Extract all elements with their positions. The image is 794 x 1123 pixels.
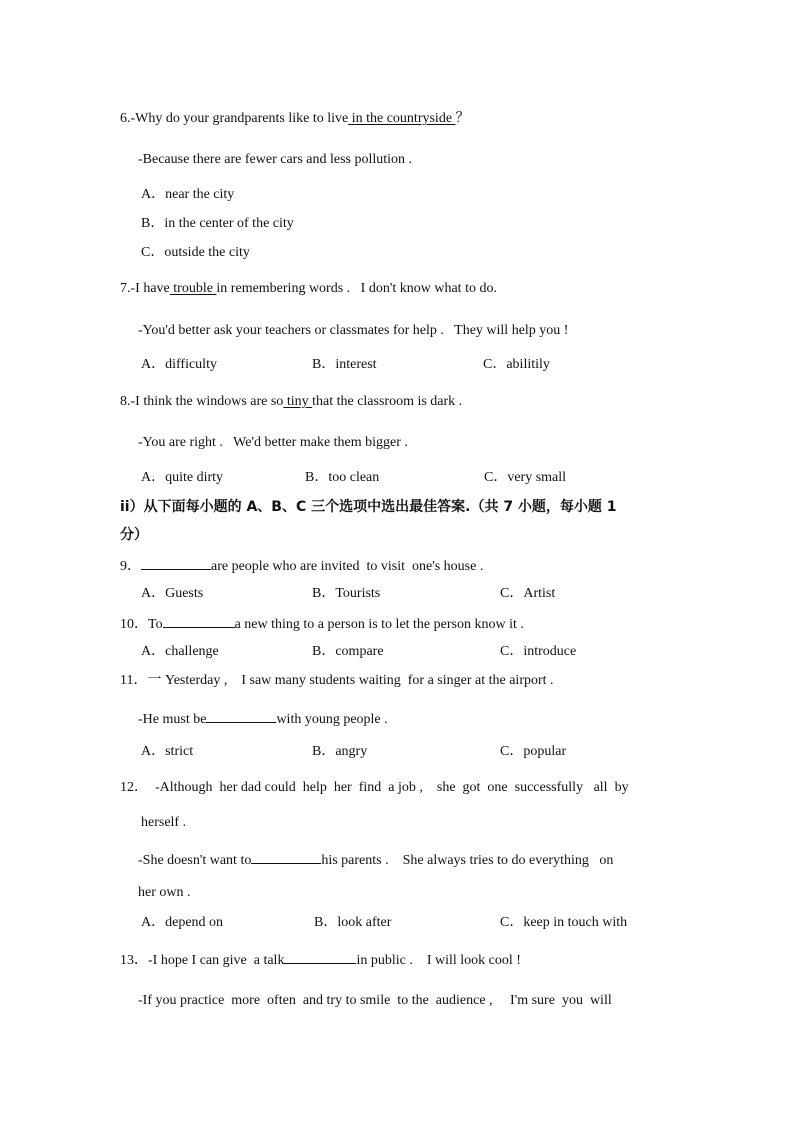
q9-option-c[interactable]: C．Artist <box>500 586 556 601</box>
q11-option-b[interactable]: B．angry <box>312 744 368 759</box>
q7-option-a[interactable]: A．difficulty <box>141 357 217 372</box>
q8-stem-end: that the classroom is dark . <box>312 394 463 409</box>
q11-option-a[interactable]: A．strict <box>141 744 194 759</box>
q7-option-c[interactable]: C．abilitily <box>483 357 550 372</box>
q12-blank[interactable] <box>251 850 321 864</box>
q9-stem-text: are people who are invited to visit one's house . <box>211 559 484 574</box>
section-heading-line1: ii）从下面每小题的 A、B、C 三个选项中选出最佳答案.（共 7 小题，每小题 1 <box>120 499 617 515</box>
q8-option-b[interactable]: B．too clean <box>305 470 380 485</box>
q13-stem <box>120 950 521 970</box>
q6-option-b[interactable]: B．in the center of the city <box>141 216 294 231</box>
q6-option-c[interactable]: C．outside the city <box>141 245 250 260</box>
q13-reply: -If you practice more often and try to smile to the audience , I'm sure you will <box>138 993 612 1008</box>
q6-stem-text: 6.-Why do your grandparents like to live <box>120 111 349 126</box>
q7-stem-end: in remembering words . I don't know what to do. <box>216 281 497 296</box>
q10-stem-text: a new thing to a person is to let the person know it . <box>234 617 524 632</box>
q11-reply <box>138 709 388 729</box>
q12-option-a[interactable]: A．depend on <box>141 915 224 930</box>
q7-option-b[interactable]: B．interest <box>312 357 377 372</box>
q8-stem <box>120 393 462 411</box>
q8-stem-text: 8.-I think the windows are so <box>120 394 284 409</box>
q10-number: 10．To <box>120 617 163 632</box>
q8-underlined-word: tiny <box>283 394 313 409</box>
q9-option-a[interactable]: A．Guests <box>141 586 204 601</box>
q10-option-b[interactable]: B．compare <box>312 644 384 659</box>
q8-reply: -You are right . We'd better make them bigger . <box>138 435 408 450</box>
q7-underlined-word: trouble <box>169 281 217 296</box>
q12-option-b[interactable]: B．look after <box>314 915 392 930</box>
q12-reply-line2: her own . <box>138 885 191 900</box>
q9-option-b[interactable]: B．Tourists <box>312 586 381 601</box>
q6-reply: -Because there are fewer cars and less pollution . <box>138 152 413 167</box>
q11-reply-end: with young people . <box>276 712 388 727</box>
q7-reply: -You'd better ask your teachers or classmates for help . They will help you ! <box>138 323 569 338</box>
q10-stem <box>120 614 524 634</box>
q13-stem-text: 13．-I hope I can give a talk <box>120 953 285 968</box>
q13-stem-end: in public . I will look cool ! <box>356 953 521 968</box>
q9-blank[interactable] <box>141 556 211 570</box>
q10-option-c[interactable]: C．introduce <box>500 644 577 659</box>
q13-blank[interactable] <box>284 950 356 964</box>
q12-reply <box>138 850 613 870</box>
q6-stem-end: ？ <box>455 111 470 126</box>
q9-number: 9． <box>120 559 141 574</box>
q11-option-c[interactable]: C．popular <box>500 744 567 759</box>
q12-reply-text: -She doesn't want to <box>138 853 252 868</box>
q11-stem: 11．一 Yesterday , I saw many students waiting for a singer at the airport . <box>120 673 554 688</box>
q12-stem-line2: herself . <box>141 815 187 830</box>
q10-option-a[interactable]: A．challenge <box>141 644 219 659</box>
q8-option-a[interactable]: A．quite dirty <box>141 470 224 485</box>
section-heading-line2: 分） <box>120 527 148 543</box>
q7-stem <box>120 280 497 298</box>
q12-stem-line1: 12． -Although her dad could help her find a job , she got one successfully all by <box>120 780 629 795</box>
q6-option-a[interactable]: A．near the city <box>141 187 235 202</box>
q12-option-c[interactable]: C．keep in touch with <box>500 915 628 930</box>
q6-stem <box>120 110 470 128</box>
q12-reply-end: his parents . She always tries to do everything on <box>321 853 614 868</box>
q10-blank[interactable] <box>163 614 235 628</box>
q9-stem <box>120 556 483 576</box>
q6-underlined-phrase: in the countryside <box>348 111 456 126</box>
q11-blank[interactable] <box>206 709 276 723</box>
q8-option-c[interactable]: C．very small <box>484 470 567 485</box>
q7-stem-text: 7.-I have <box>120 281 170 296</box>
q11-reply-text: -He must be <box>138 712 207 727</box>
